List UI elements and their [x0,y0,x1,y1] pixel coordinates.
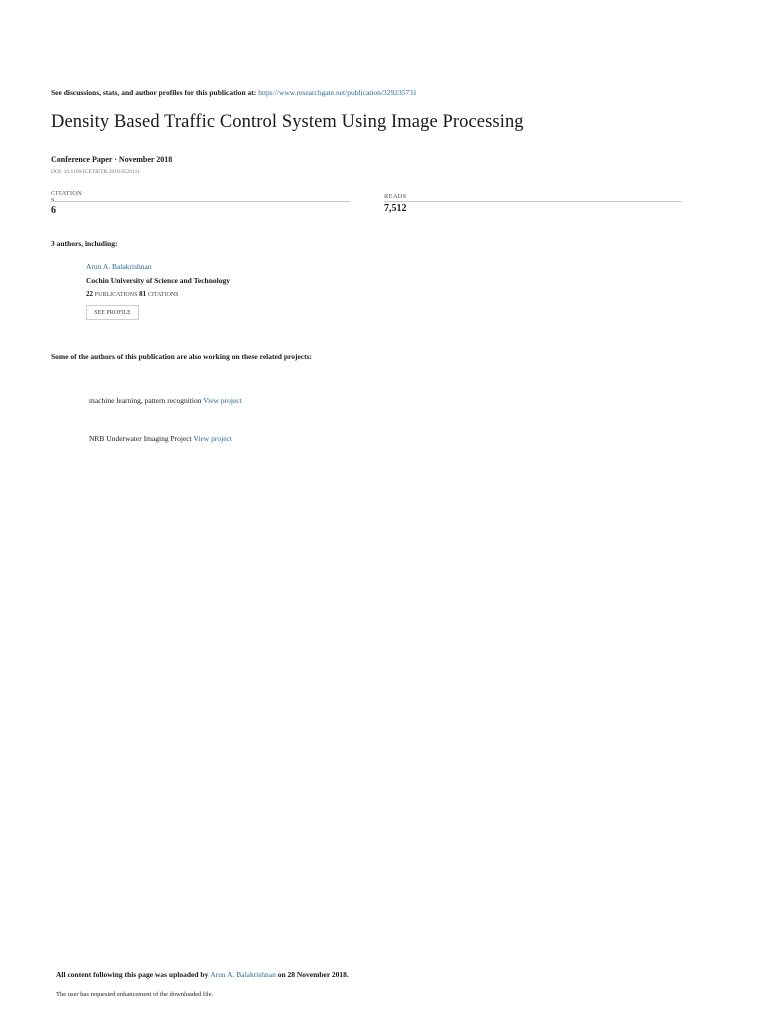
publication-url-link[interactable]: https://www.researchgate.net/publication/329235731 [258,88,417,97]
project-item [89,434,232,443]
publication-type: Conference Paper · November 2018 [51,155,173,164]
reads-divider [384,201,682,202]
reads-label: READS [384,193,407,200]
citations-divider [51,201,350,202]
source-line [51,88,417,97]
see-profile-button[interactable]: SEE PROFILE [86,305,139,320]
author-institution: Cochin University of Science and Technology [86,276,230,285]
projects-heading: Some of the authors of this publication are also working on these related projects: [51,352,313,361]
author-citations-label: CITATIONS [147,292,179,298]
paper-title: Density Based Traffic Control System Using Image Processing [51,112,524,132]
reads-stat [384,193,407,214]
doi: DOI: 10.1109/ICETIETR.2018.8529111 [51,169,140,175]
publications-label: PUBLICATIONS [94,292,138,298]
author-stats [86,290,178,298]
publications-count: 22 [86,290,93,298]
citations-stat [51,190,82,216]
citations-label-wrap: S [51,197,55,204]
upload-prefix: All content following this page was uploaded by [56,970,209,979]
project-name: NRB Underwater Imaging Project [89,434,192,443]
author-name-link[interactable]: Arun A. Balakrishnan [86,262,152,271]
authors-heading: 3 authors, including: [51,239,118,248]
source-line-text: See discussions, stats, and author profiles for this publication at: [51,88,257,97]
uploader-link[interactable]: Arun A. Balakrishnan [210,970,276,979]
view-project-link[interactable]: View project [193,434,232,443]
citations-label: CITATION [51,190,83,197]
citations-value: 6 [51,205,56,216]
project-item [89,396,242,405]
view-project-link[interactable]: View project [203,396,242,405]
author-citations-count: 81 [139,290,147,298]
project-name: machine learning, pattern recognition [89,396,202,405]
enhancement-note: The user has requested enhancement of the downloaded file. [56,991,214,998]
upload-date: on 28 November 2018. [277,970,349,979]
reads-value: 7,512 [384,203,407,214]
upload-info [56,970,349,979]
